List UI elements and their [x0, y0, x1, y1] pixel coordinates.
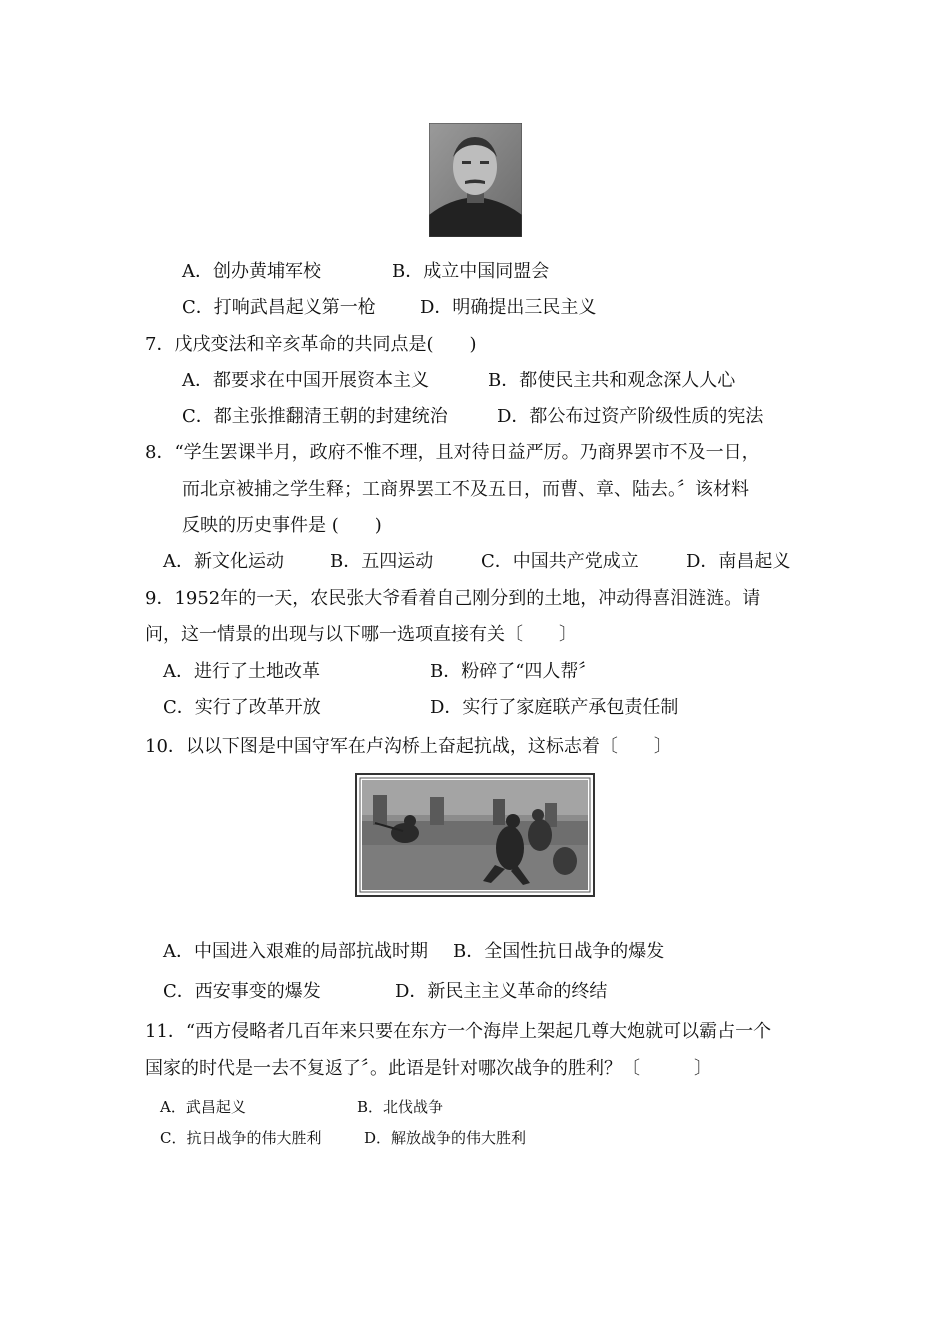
q6-option-a: A．创办黄埔军校: [182, 261, 321, 282]
q8-stem-line1: 8．“学生罢课半月，政府不惟不理，且对待日益严厉。乃商界罢市不及一日，: [145, 442, 760, 463]
q11-option-a: A．武昌起义: [160, 1098, 246, 1116]
q7-option-c: C．都主张推翻清王朝的封建统治: [182, 406, 448, 427]
q9-option-d: D．实行了家庭联产承包责任制: [430, 697, 679, 718]
q6-option-b: B．成立中国同盟会: [392, 261, 550, 282]
lugou-bridge-photo: [355, 773, 595, 897]
q8-option-d: D．南昌起义: [686, 551, 791, 572]
q9-option-a: A．进行了土地改革: [163, 661, 320, 682]
q8-option-b: B．五四运动: [330, 551, 434, 572]
q9-option-c: C．实行了改革开放: [163, 697, 321, 718]
q9-option-b: B．粉碎了“四人帮〞: [430, 661, 597, 682]
q8-option-a: A．新文化运动: [163, 551, 284, 572]
q7-option-b: B．都使民主共和观念深人人心: [488, 370, 736, 391]
q11-stem-line1: 11．“西方侵略者几百年来只要在东方一个海岸上架起几尊大炮就可以霸占一个: [145, 1021, 772, 1042]
q10-option-c: C．西安事变的爆发: [163, 981, 321, 1002]
q11-option-b: B．北伐战争: [357, 1098, 444, 1116]
q11-option-c: C．抗日战争的伟大胜利: [160, 1129, 322, 1147]
q10-stem: 10．以以下图是中国守军在卢沟桥上奋起抗战，这标志着〔 〕: [145, 736, 672, 757]
q8-stem-line2: 而北京被捕之学生释；工商界罢工不及五日，而曹、章、陆去。〞该材料: [182, 479, 749, 500]
q7-option-d: D．都公布过资产阶级性质的宪法: [497, 406, 764, 427]
q7-option-a: A．都要求在中国开展资本主义: [182, 370, 429, 391]
q9-stem-line2: 问，这一情景的出现与以下哪一选项直接有关〔 〕: [145, 624, 577, 645]
q10-option-a: A．中国进入艰难的局部抗战时期: [163, 941, 428, 962]
q11-option-d: D．解放战争的伟大胜利: [364, 1129, 527, 1147]
q8-option-c: C．中国共产党成立: [481, 551, 639, 572]
q9-stem-line1: 9．1952年的一天，农民张大爷看着自己刚分到的土地，冲动得喜泪涟涟。请: [145, 588, 761, 609]
q10-option-d: D．新民主主义革命的终结: [395, 981, 608, 1002]
q7-stem: 7．戊戌变法和辛亥革命的共同点是( ): [145, 334, 477, 355]
q6-option-c: C．打响武昌起义第一枪: [182, 297, 376, 318]
q11-stem-line2: 国家的时代是一去不复返了〞。此语是针对哪次战争的胜利？〔 〕: [145, 1058, 712, 1079]
q10-option-b: B．全国性抗日战争的爆发: [453, 941, 665, 962]
q6-option-d: D．明确提出三民主义: [420, 297, 597, 318]
q8-stem-line3: 反映的历史事件是 ( ): [182, 515, 382, 536]
portrait-photo: [429, 123, 522, 237]
